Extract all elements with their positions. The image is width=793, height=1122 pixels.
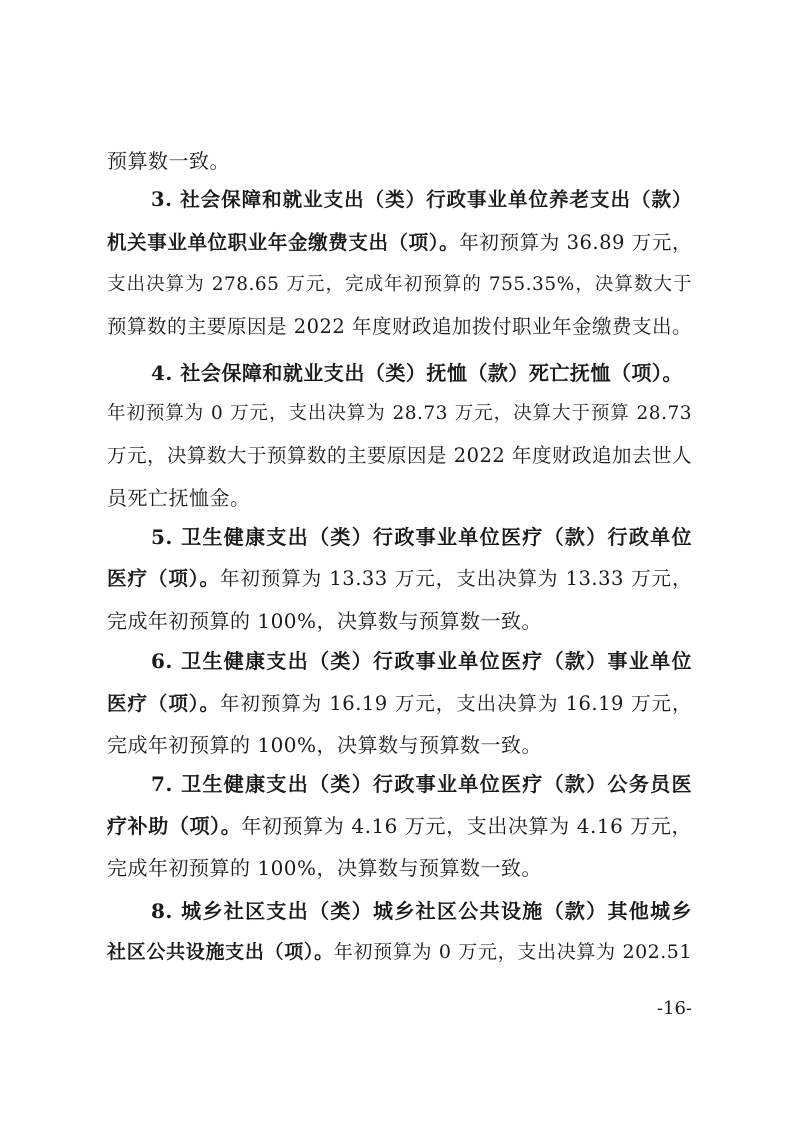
paragraph-heading-line [151, 186, 692, 214]
paragraph-line [107, 147, 692, 175]
text-segment: 年初预算为 0 万元，支出决算为 28.73 万元，决算大于预算 28.73 [107, 403, 692, 424]
text-segment: 年初预算为 0 万元，支出决算为 202.51 [333, 941, 692, 963]
text-segment: 年初预算为 4.16 万元，支出决算为 4.16 万元， [241, 814, 692, 838]
bold-heading-segment: 6. 卫生健康支出（类）行政事业单位医疗（款）事业单位 [151, 649, 692, 673]
paragraph-line [107, 854, 692, 882]
bold-heading-segment: 机关事业单位职业年金缴费支出（项）。 [107, 231, 460, 254]
text-segment: 年初预算为 13.33 万元，支出决算为 13.33 万元， [219, 567, 692, 590]
text-segment: 完成年初预算的 100%，决算数与预算数一致。 [107, 609, 543, 633]
paragraph-heading-line [151, 770, 692, 798]
text-segment: 完成年初预算的 100%，决算数与预算数一致。 [107, 733, 543, 757]
bold-heading-segment: 8. 城乡社区支出（类）城乡社区公共设施（款）其他城乡 [151, 899, 692, 923]
paragraph-heading-line [151, 523, 692, 551]
paragraph-line [107, 812, 692, 840]
text-segment: 员死亡抚恤金。 [107, 486, 251, 510]
text-segment: 年初预算为 16.19 万元，支出决算为 16.19 万元， [219, 692, 692, 715]
bold-heading-segment: 医疗（项）。 [107, 692, 220, 715]
text-segment: 年初预算为 36.89 万元， [459, 231, 692, 254]
paragraph-line [107, 565, 692, 593]
paragraph-heading-line [151, 897, 692, 925]
paragraph-heading-line [151, 647, 692, 675]
text-segment: 完成年初预算的 100%，决算数与预算数一致。 [107, 856, 543, 880]
bold-heading-segment: 3. 社会保障和就业支出（类）行政事业单位养老支出（款） [151, 188, 692, 211]
bold-heading-segment: 7. 卫生健康支出（类）行政事业单位医疗（款）公务员医 [151, 772, 692, 796]
bold-heading-segment: 社区公共设施支出（项）。 [107, 941, 334, 963]
paragraph-line [107, 484, 692, 512]
paragraph-line [107, 938, 692, 966]
paragraph-line [107, 607, 692, 635]
bold-heading-segment: 5. 卫生健康支出（类）行政事业单位医疗（款）行政单位 [151, 525, 692, 549]
page-number: -16- [656, 998, 692, 1019]
paragraph-line [107, 271, 692, 299]
paragraph-heading-line [151, 359, 692, 387]
text-segment: 万元，决算数大于预算数的主要原因是 2022 年度财政追加去世人 [107, 444, 693, 467]
paragraph-line [107, 690, 692, 718]
paragraph-line [107, 731, 692, 759]
text-segment: 预算数一致。 [107, 149, 230, 173]
bold-heading-segment: 4. 社会保障和就业支出（类）抚恤（款）死亡抚恤（项）。 [151, 361, 683, 385]
paragraph-line [107, 442, 692, 470]
text-segment: 支出决算为 278.65 万元，完成年初预算的 755.35%，决算数大于 [107, 274, 692, 295]
paragraph-line [107, 400, 692, 428]
text-segment: 预算数的主要原因是 2022 年度财政追加拨付职业年金缴费支出。 [107, 315, 693, 338]
bold-heading-segment: 疗补助（项）。 [107, 814, 242, 838]
paragraph-line [107, 229, 692, 257]
bold-heading-segment: 医疗（项）。 [107, 567, 220, 590]
paragraph-line [107, 313, 692, 341]
